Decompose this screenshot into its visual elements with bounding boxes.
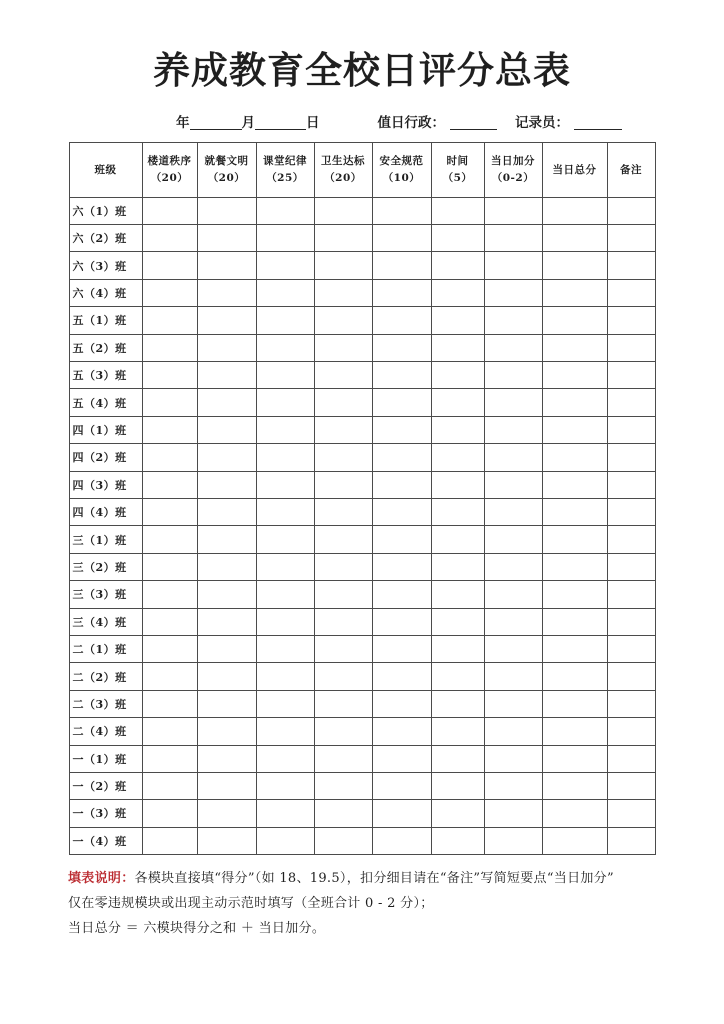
- score-cell[interactable]: [142, 800, 197, 827]
- score-cell[interactable]: [142, 663, 197, 690]
- score-cell[interactable]: [256, 553, 314, 580]
- score-cell[interactable]: [197, 690, 256, 717]
- score-cell[interactable]: [142, 334, 197, 361]
- table-row: [69, 389, 655, 416]
- score-cell[interactable]: [197, 800, 256, 827]
- score-cell[interactable]: [314, 745, 372, 772]
- year-blank[interactable]: [190, 115, 242, 130]
- class-name-cell: 三（4）班: [69, 608, 142, 635]
- score-cell[interactable]: [542, 225, 607, 252]
- score-cell[interactable]: [431, 362, 484, 389]
- score-cell[interactable]: [372, 362, 431, 389]
- class-name-cell: 六（4）班: [69, 279, 142, 306]
- score-cell[interactable]: [484, 307, 542, 334]
- score-cell[interactable]: [197, 526, 256, 553]
- score-cell[interactable]: [256, 197, 314, 224]
- score-cell[interactable]: [197, 362, 256, 389]
- score-cell[interactable]: [142, 307, 197, 334]
- score-cell[interactable]: [197, 745, 256, 772]
- score-cell[interactable]: [372, 827, 431, 854]
- column-header-3: 课堂纪律 （25）: [256, 142, 314, 197]
- score-cell[interactable]: [484, 252, 542, 279]
- column-header-4: 卫生达标 （20）: [314, 142, 372, 197]
- table-row: [69, 334, 655, 361]
- table-row: [69, 197, 655, 224]
- score-cell[interactable]: [542, 608, 607, 635]
- score-cell[interactable]: [607, 772, 655, 799]
- score-cell[interactable]: [142, 252, 197, 279]
- score-cell[interactable]: [142, 745, 197, 772]
- score-cell[interactable]: [542, 526, 607, 553]
- class-name-cell: 六（2）班: [69, 225, 142, 252]
- score-cell[interactable]: [431, 225, 484, 252]
- score-cell[interactable]: [197, 581, 256, 608]
- score-cell[interactable]: [142, 197, 197, 224]
- table-row: [69, 690, 655, 717]
- class-name-cell: 六（3）班: [69, 252, 142, 279]
- recorder-blank[interactable]: [574, 115, 622, 130]
- score-cell[interactable]: [431, 197, 484, 224]
- score-cell[interactable]: [314, 800, 372, 827]
- score-cell[interactable]: [197, 553, 256, 580]
- score-cell[interactable]: [431, 416, 484, 443]
- score-cell[interactable]: [142, 690, 197, 717]
- score-cell[interactable]: [542, 553, 607, 580]
- score-cell[interactable]: [484, 718, 542, 745]
- score-cell[interactable]: [484, 389, 542, 416]
- score-cell[interactable]: [542, 307, 607, 334]
- document-page: [0, 50, 724, 1024]
- score-cell[interactable]: [256, 800, 314, 827]
- score-cell[interactable]: [372, 307, 431, 334]
- table-row: [69, 663, 655, 690]
- class-name-cell: 二（3）班: [69, 690, 142, 717]
- score-cell[interactable]: [542, 279, 607, 306]
- score-cell[interactable]: [142, 772, 197, 799]
- score-cell[interactable]: [197, 279, 256, 306]
- instruction-label: 填表说明：: [68, 871, 135, 887]
- table-row: [69, 307, 655, 334]
- score-cell[interactable]: [256, 772, 314, 799]
- score-cell[interactable]: [314, 471, 372, 498]
- score-cell[interactable]: [484, 334, 542, 361]
- score-cell[interactable]: [256, 498, 314, 525]
- class-name-cell: 六（1）班: [69, 197, 142, 224]
- score-cell[interactable]: [607, 553, 655, 580]
- class-name-cell: 四（3）班: [69, 471, 142, 498]
- table-row: [69, 471, 655, 498]
- score-cell[interactable]: [256, 225, 314, 252]
- score-cell[interactable]: [256, 471, 314, 498]
- score-cell[interactable]: [607, 307, 655, 334]
- score-cell[interactable]: [607, 444, 655, 471]
- table-row: [69, 553, 655, 580]
- score-cell[interactable]: [431, 745, 484, 772]
- score-cell[interactable]: [142, 471, 197, 498]
- score-cell[interactable]: [542, 827, 607, 854]
- score-cell[interactable]: [256, 827, 314, 854]
- score-cell[interactable]: [314, 635, 372, 662]
- score-cell[interactable]: [372, 718, 431, 745]
- class-name-cell: 三（3）班: [69, 581, 142, 608]
- column-header-1: 楼道秩序 （20）: [142, 142, 197, 197]
- score-cell[interactable]: [142, 718, 197, 745]
- instruction-line-3: 当日总分 ＝ 六模块得分之和 ＋ 当日加分。: [68, 921, 326, 937]
- score-cell[interactable]: [542, 362, 607, 389]
- class-name-cell: 一（4）班: [69, 827, 142, 854]
- score-cell[interactable]: [142, 553, 197, 580]
- score-cell[interactable]: [314, 553, 372, 580]
- score-cell[interactable]: [197, 471, 256, 498]
- score-cell[interactable]: [197, 635, 256, 662]
- score-cell[interactable]: [197, 498, 256, 525]
- score-cell[interactable]: [256, 663, 314, 690]
- score-cell[interactable]: [542, 718, 607, 745]
- class-name-cell: 五（2）班: [69, 334, 142, 361]
- column-header-0: 班级: [69, 142, 142, 197]
- year-label: 年: [176, 114, 190, 131]
- score-cell[interactable]: [372, 471, 431, 498]
- score-cell[interactable]: [607, 471, 655, 498]
- score-cell[interactable]: [484, 526, 542, 553]
- score-cell[interactable]: [314, 389, 372, 416]
- score-cell[interactable]: [372, 690, 431, 717]
- score-cell[interactable]: [372, 526, 431, 553]
- score-cell[interactable]: [431, 389, 484, 416]
- score-cell[interactable]: [607, 608, 655, 635]
- score-cell[interactable]: [372, 279, 431, 306]
- score-cell[interactable]: [314, 498, 372, 525]
- score-cell[interactable]: [431, 635, 484, 662]
- score-cell[interactable]: [197, 307, 256, 334]
- instruction-line-1: [68, 866, 656, 891]
- score-cell[interactable]: [256, 444, 314, 471]
- score-cell[interactable]: [372, 197, 431, 224]
- score-cell[interactable]: [431, 334, 484, 361]
- score-cell[interactable]: [542, 471, 607, 498]
- score-cell[interactable]: [372, 581, 431, 608]
- column-header-8: 当日总分: [542, 142, 607, 197]
- score-cell[interactable]: [607, 279, 655, 306]
- score-cell[interactable]: [607, 800, 655, 827]
- score-cell[interactable]: [256, 526, 314, 553]
- score-cell[interactable]: [142, 279, 197, 306]
- score-cell[interactable]: [607, 362, 655, 389]
- table-row: [69, 800, 655, 827]
- table-row: [69, 416, 655, 443]
- score-cell[interactable]: [607, 690, 655, 717]
- score-cell[interactable]: [484, 690, 542, 717]
- score-cell[interactable]: [142, 389, 197, 416]
- score-cell[interactable]: [542, 252, 607, 279]
- score-cell[interactable]: [607, 581, 655, 608]
- score-cell[interactable]: [197, 827, 256, 854]
- table-row: [69, 526, 655, 553]
- score-cell[interactable]: [431, 444, 484, 471]
- score-cell[interactable]: [607, 498, 655, 525]
- score-cell[interactable]: [372, 745, 431, 772]
- score-cell[interactable]: [142, 225, 197, 252]
- score-cell[interactable]: [431, 526, 484, 553]
- score-cell[interactable]: [372, 444, 431, 471]
- score-cell[interactable]: [542, 800, 607, 827]
- score-cell[interactable]: [431, 252, 484, 279]
- table-row: [69, 745, 655, 772]
- score-cell[interactable]: [431, 800, 484, 827]
- score-cell[interactable]: [256, 416, 314, 443]
- score-cell[interactable]: [484, 553, 542, 580]
- score-cell[interactable]: [142, 444, 197, 471]
- class-name-cell: 一（2）班: [69, 772, 142, 799]
- score-cell[interactable]: [542, 690, 607, 717]
- score-cell[interactable]: [314, 362, 372, 389]
- score-cell[interactable]: [542, 581, 607, 608]
- score-cell[interactable]: [197, 772, 256, 799]
- score-cell[interactable]: [542, 663, 607, 690]
- score-cell[interactable]: [372, 389, 431, 416]
- score-cell[interactable]: [142, 581, 197, 608]
- score-cell[interactable]: [197, 608, 256, 635]
- score-cell[interactable]: [484, 197, 542, 224]
- column-header-2: 就餐文明 （20）: [197, 142, 256, 197]
- score-cell[interactable]: [542, 334, 607, 361]
- score-cell[interactable]: [542, 772, 607, 799]
- score-cell[interactable]: [372, 635, 431, 662]
- table-row: [69, 581, 655, 608]
- score-cell[interactable]: [142, 362, 197, 389]
- day-label: 日: [306, 114, 320, 131]
- table-row: [69, 718, 655, 745]
- score-cell[interactable]: [256, 635, 314, 662]
- score-cell[interactable]: [431, 772, 484, 799]
- column-header-6: 时间 （5）: [431, 142, 484, 197]
- score-cell[interactable]: [314, 690, 372, 717]
- score-cell[interactable]: [431, 608, 484, 635]
- score-cell[interactable]: [372, 252, 431, 279]
- score-cell[interactable]: [314, 444, 372, 471]
- table-row: [69, 608, 655, 635]
- score-cell[interactable]: [484, 279, 542, 306]
- score-cell[interactable]: [484, 608, 542, 635]
- score-cell[interactable]: [607, 252, 655, 279]
- table-row: [69, 252, 655, 279]
- column-header-7: 当日加分 （0-2）: [484, 142, 542, 197]
- score-cell[interactable]: [484, 498, 542, 525]
- score-cell[interactable]: [314, 526, 372, 553]
- class-name-cell: 二（2）班: [69, 663, 142, 690]
- score-cell[interactable]: [484, 471, 542, 498]
- class-name-cell: 三（1）班: [69, 526, 142, 553]
- score-cell[interactable]: [197, 334, 256, 361]
- score-cell[interactable]: [197, 718, 256, 745]
- score-cell[interactable]: [142, 498, 197, 525]
- score-cell[interactable]: [314, 827, 372, 854]
- duty-admin-blank[interactable]: [450, 115, 497, 130]
- score-cell[interactable]: [484, 416, 542, 443]
- score-cell[interactable]: [431, 471, 484, 498]
- score-cell[interactable]: [372, 498, 431, 525]
- score-cell[interactable]: [314, 279, 372, 306]
- score-cell[interactable]: [256, 389, 314, 416]
- score-cell[interactable]: [542, 444, 607, 471]
- class-name-cell: 二（1）班: [69, 635, 142, 662]
- score-cell[interactable]: [314, 334, 372, 361]
- class-name-cell: 四（2）班: [69, 444, 142, 471]
- score-cell[interactable]: [256, 690, 314, 717]
- score-cell[interactable]: [256, 307, 314, 334]
- class-name-cell: 四（4）班: [69, 498, 142, 525]
- score-cell[interactable]: [314, 663, 372, 690]
- table-row: [69, 827, 655, 854]
- score-cell[interactable]: [372, 225, 431, 252]
- score-cell[interactable]: [314, 718, 372, 745]
- column-header-5: 安全规范 （10）: [372, 142, 431, 197]
- score-cell[interactable]: [372, 334, 431, 361]
- score-cell[interactable]: [607, 663, 655, 690]
- month-label: 月: [241, 114, 255, 131]
- score-cell[interactable]: [142, 416, 197, 443]
- table-row: [69, 444, 655, 471]
- score-cell[interactable]: [142, 827, 197, 854]
- score-cell[interactable]: [484, 745, 542, 772]
- fill-instructions: [68, 866, 656, 941]
- score-cell[interactable]: [314, 416, 372, 443]
- score-cell[interactable]: [142, 526, 197, 553]
- score-cell[interactable]: [256, 362, 314, 389]
- score-cell[interactable]: [256, 334, 314, 361]
- score-cell[interactable]: [607, 197, 655, 224]
- score-cell[interactable]: [372, 772, 431, 799]
- class-name-cell: 五（4）班: [69, 389, 142, 416]
- score-cell[interactable]: [431, 498, 484, 525]
- score-cell[interactable]: [542, 635, 607, 662]
- score-cell[interactable]: [372, 416, 431, 443]
- score-cell[interactable]: [314, 608, 372, 635]
- score-cell[interactable]: [484, 635, 542, 662]
- score-cell[interactable]: [372, 553, 431, 580]
- score-cell[interactable]: [542, 416, 607, 443]
- instruction-line-2: 仅在零违规模块或出现主动示范时填写（全班合计 0 - 2 分）；: [68, 896, 434, 912]
- score-cell[interactable]: [256, 608, 314, 635]
- score-cell[interactable]: [607, 389, 655, 416]
- table-row: [69, 362, 655, 389]
- score-table: [69, 142, 656, 855]
- recorder-label: 记录员：: [515, 114, 569, 131]
- score-cell[interactable]: [607, 745, 655, 772]
- score-cell[interactable]: [607, 718, 655, 745]
- score-cell[interactable]: [372, 800, 431, 827]
- score-cell[interactable]: [256, 745, 314, 772]
- score-cell[interactable]: [607, 334, 655, 361]
- score-cell[interactable]: [372, 608, 431, 635]
- table-row: [69, 635, 655, 662]
- score-cell[interactable]: [607, 635, 655, 662]
- score-cell[interactable]: [542, 389, 607, 416]
- score-cell[interactable]: [431, 581, 484, 608]
- score-cell[interactable]: [431, 663, 484, 690]
- score-cell[interactable]: [484, 663, 542, 690]
- score-cell[interactable]: [484, 581, 542, 608]
- score-cell[interactable]: [607, 827, 655, 854]
- score-cell[interactable]: [431, 690, 484, 717]
- class-name-cell: 四（1）班: [69, 416, 142, 443]
- class-name-cell: 三（2）班: [69, 553, 142, 580]
- class-name-cell: 一（3）班: [69, 800, 142, 827]
- column-header-9: 备注: [607, 142, 655, 197]
- score-cell[interactable]: [142, 608, 197, 635]
- table-row: [69, 498, 655, 525]
- score-cell[interactable]: [431, 553, 484, 580]
- score-cell[interactable]: [314, 225, 372, 252]
- score-cell[interactable]: [197, 663, 256, 690]
- score-cell[interactable]: [197, 252, 256, 279]
- score-cell[interactable]: [607, 526, 655, 553]
- class-name-cell: 一（1）班: [69, 745, 142, 772]
- score-cell[interactable]: [256, 252, 314, 279]
- score-cell[interactable]: [142, 635, 197, 662]
- score-cell[interactable]: [484, 827, 542, 854]
- score-cell[interactable]: [256, 279, 314, 306]
- class-name-cell: 五（3）班: [69, 362, 142, 389]
- score-cell[interactable]: [197, 197, 256, 224]
- score-cell[interactable]: [256, 718, 314, 745]
- class-name-cell: 二（4）班: [69, 718, 142, 745]
- score-cell[interactable]: [314, 772, 372, 799]
- date-line: [176, 111, 724, 131]
- score-cell[interactable]: [197, 416, 256, 443]
- score-cell[interactable]: [542, 745, 607, 772]
- score-cell[interactable]: [431, 279, 484, 306]
- score-cell[interactable]: [431, 827, 484, 854]
- score-cell[interactable]: [542, 197, 607, 224]
- score-cell[interactable]: [314, 307, 372, 334]
- score-cell[interactable]: [256, 581, 314, 608]
- score-cell[interactable]: [314, 197, 372, 224]
- score-cell[interactable]: [542, 498, 607, 525]
- table-row: [69, 225, 655, 252]
- score-cell[interactable]: [197, 389, 256, 416]
- page-title: 养成教育全校日评分总表: [153, 48, 571, 92]
- score-cell[interactable]: [484, 444, 542, 471]
- duty-admin-label: 值日行政：: [377, 114, 445, 131]
- score-cell[interactable]: [314, 581, 372, 608]
- score-cell[interactable]: [484, 225, 542, 252]
- table-row: [69, 279, 655, 306]
- score-cell[interactable]: [197, 444, 256, 471]
- class-name-cell: 五（1）班: [69, 307, 142, 334]
- score-cell[interactable]: [431, 718, 484, 745]
- instruction-text-1: 各模块直接填“得分”（如 18、19.5），扣分细目请在“备注”写简短要点“当日加分”: [134, 871, 614, 887]
- table-row: [69, 772, 655, 799]
- score-cell[interactable]: [314, 252, 372, 279]
- score-cell[interactable]: [372, 663, 431, 690]
- score-cell[interactable]: [484, 800, 542, 827]
- score-cell[interactable]: [431, 307, 484, 334]
- score-cell[interactable]: [607, 416, 655, 443]
- score-cell[interactable]: [197, 225, 256, 252]
- score-cell[interactable]: [484, 772, 542, 799]
- score-cell[interactable]: [484, 362, 542, 389]
- table-header-row: [69, 142, 655, 197]
- month-blank[interactable]: [255, 115, 306, 130]
- score-cell[interactable]: [607, 225, 655, 252]
